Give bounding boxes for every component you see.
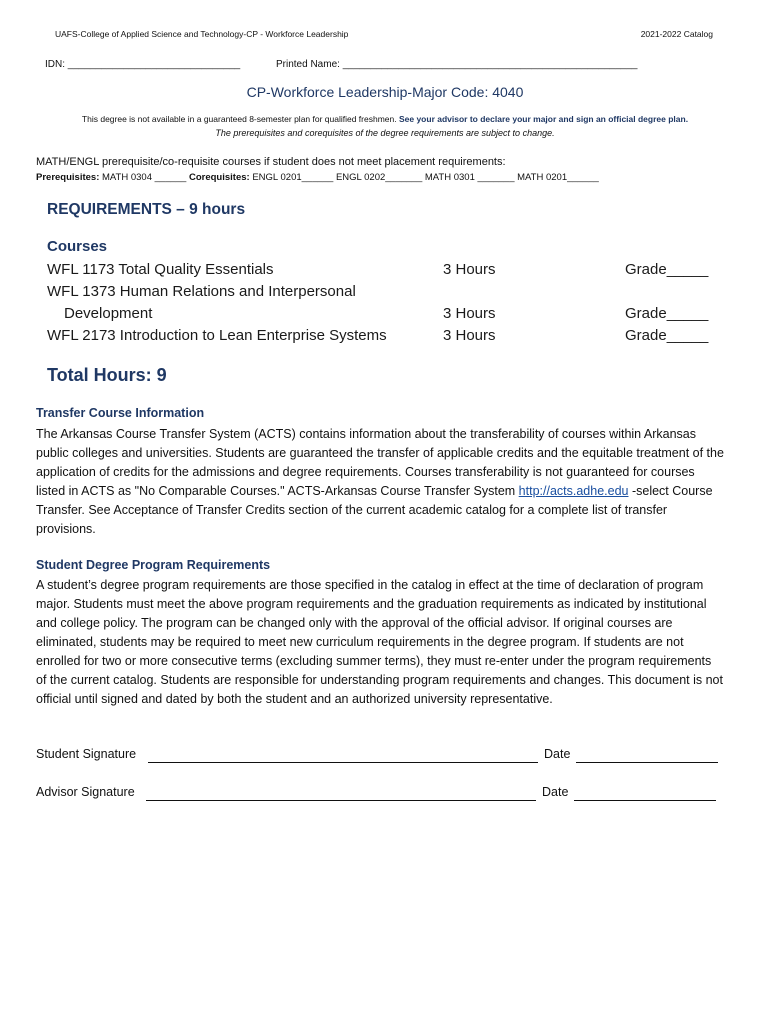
advisor-signature-line[interactable] [146, 800, 536, 801]
advisor-signature-label: Advisor Signature [36, 785, 135, 799]
course-grade[interactable]: Grade_____ [625, 305, 709, 322]
transfer-heading: Transfer Course Information [36, 406, 205, 420]
header-right: 2021-2022 Catalog [640, 29, 713, 39]
course-grade[interactable]: Grade_____ [625, 327, 709, 344]
coreq-value: ENGL 0201______ ENGL 0202_______ MATH 0301 _______ MATH 0201______ [249, 172, 599, 183]
transfer-text-before: The Arkansas Course Transfer System (ACTS) contains information about the transferability of courses within Arkansas public colleges and universities. Students are guaranteed the transfer of applicable credits and the equitable treatment of the application of credits for the admissions and degree requirements. Courses transferability is not guaranteed for courses listed in ACTS as "No Comparable Courses." ACTS-Arkansas Course Transfer System [36, 427, 724, 498]
placement-courses [36, 172, 599, 183]
student-signature-label: Student Signature [36, 747, 137, 761]
coreq-label: Corequisites: [188, 172, 250, 183]
course-name: WFL 2173 Introduction to Lean Enterprise Systems [47, 327, 387, 344]
transfer-text-after: -select Course Transfer. See Acceptance of Transfer Credits section of the current academic catalog for a complete list of transfer provisions. [36, 484, 713, 536]
course-name: WFL 1173 Total Quality Essentials [47, 261, 274, 278]
total-hours: Total Hours: 9 [47, 365, 167, 385]
acts-link[interactable]: http://acts.adhe.edu [518, 484, 629, 498]
prereq-value: MATH 0304 ______ [99, 172, 187, 183]
page-title: CP-Workforce Leadership-Major Code: 4040 [246, 84, 524, 100]
notice-plain: This degree is not available in a guaranteed 8-semester plan for qualified freshmen. [81, 114, 399, 124]
course-hours: 3 Hours [443, 327, 496, 344]
placement-line: MATH/ENGL prerequisite/co-requisite courses if student does not meet placement requirements: [36, 156, 506, 168]
course-grade[interactable]: Grade_____ [625, 261, 709, 278]
course-name-continued: Development [64, 305, 153, 322]
idn-field[interactable]: IDN: _______________________________ [45, 59, 241, 70]
student-req-heading: Student Degree Program Requirements [36, 558, 271, 572]
course-hours: 3 Hours [443, 261, 496, 278]
notice-italic: The prerequisites and corequisites of the degree requirements are subject to change. [215, 128, 555, 138]
printed-name-field[interactable]: Printed Name: _____________________________________________________ [276, 59, 638, 70]
advisor-date-line[interactable] [574, 800, 716, 801]
course-name: WFL 1373 Human Relations and Interpersonal [47, 283, 356, 300]
transfer-text [36, 425, 724, 539]
notice [0, 114, 770, 124]
course-hours: 3 Hours [443, 305, 496, 322]
student-date-line[interactable] [576, 762, 718, 763]
advisor-date-label: Date [542, 785, 569, 799]
prereq-label: Prerequisites: [36, 172, 100, 183]
student-req-text: A student’s degree program requirements are those specified in the catalog in effect at the time of declaration of program major. Students must meet the above program requirements and the graduation requirements as indicated by institutional and college policy. The program can be changed only with the approval of the official advisor. If original courses are eliminated, students may be required to meet new curriculum requirements in the degree program. If students are not enrolled for two or more consecutive terms (excluding summer terms), they must re-enter under the program requirements of the current catalog. Students are responsible for understanding program requirements and changes. This document is not official until signed and dated by both the student and an authorized university representative. [36, 578, 723, 706]
student-signature-line[interactable] [148, 762, 538, 763]
courses-label: Courses [47, 238, 108, 255]
notice-bold: See your advisor to declare your major and sign an official degree plan. [398, 114, 689, 124]
header-left: UAFS-College of Applied Science and Technology-CP - Workforce Leadership [55, 29, 349, 39]
student-date-label: Date [544, 747, 571, 761]
requirements-heading: REQUIREMENTS – 9 hours [47, 201, 246, 218]
